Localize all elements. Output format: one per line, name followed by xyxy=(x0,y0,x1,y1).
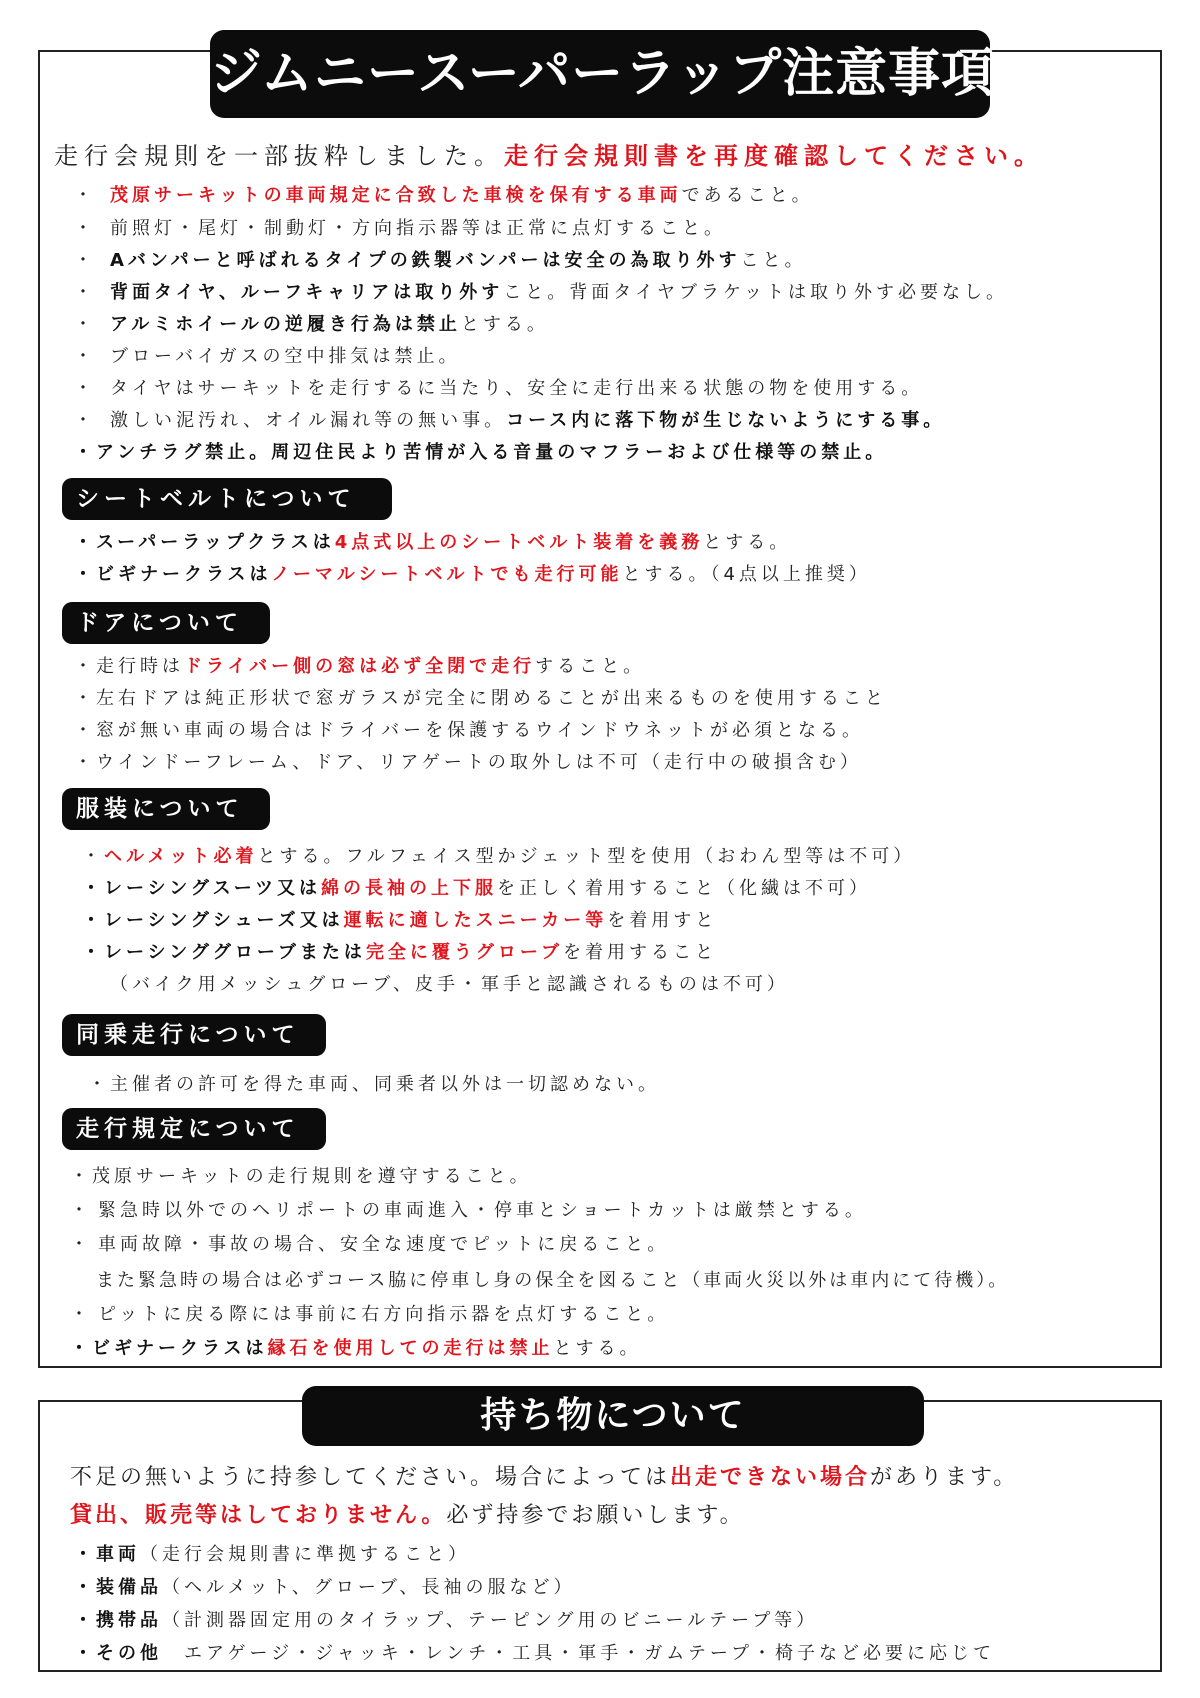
item-text: （計測器固定用のタイラップ、テーピング用のビニールテープ等） xyxy=(162,1610,819,1631)
bullet: ・ xyxy=(74,1643,96,1664)
item-text: とする。（4点以上推奨） xyxy=(622,564,871,585)
item-text: 前照灯・尾灯・制動灯・方向指示器等は正常に点灯すること。 xyxy=(110,218,726,239)
item-text: を正しく着用すること（化繊は不可） xyxy=(497,878,872,899)
highlight-bold: スーパーラップクラスは xyxy=(96,532,335,553)
item-text: ブローバイガスの空中排気は禁止。 xyxy=(110,346,461,367)
item-text: （ヘルメット、グローブ、長袖の服など） xyxy=(162,1577,576,1598)
highlight-bold: 背面タイヤ、ルーフキャリアは取り外す xyxy=(110,282,504,303)
bullet: ・ xyxy=(74,720,96,741)
item-text: 左右ドアは純正形状で窓ガラスが完全に閉めることが出来るものを使用すること xyxy=(96,688,887,709)
item-text: 窓が無い車両の場合はドライバーを保護するウインドウネットが必須となる。 xyxy=(96,720,865,741)
heading-clothing: 服装について xyxy=(62,788,270,830)
highlight-bold: 装備品 xyxy=(96,1577,162,1598)
bullet: ・ xyxy=(74,656,96,677)
items-notice xyxy=(70,1460,1018,1491)
highlight-red: 出走できない場合 xyxy=(670,1465,871,1490)
highlight-bold: アルミホイールの逆履き行為は禁止 xyxy=(110,314,461,335)
items-heading: 持ち物について xyxy=(302,1386,924,1446)
general-item xyxy=(74,438,887,464)
highlight-bold: 携帯品 xyxy=(96,1610,162,1631)
item-text: 激しい泥汚れ、オイル漏れ等の無い事。 xyxy=(110,410,507,431)
highlight-red: ノーマルシートベルトでも走行可能 xyxy=(271,564,623,585)
general-item xyxy=(74,310,549,336)
door-item xyxy=(74,684,887,710)
door-item xyxy=(74,748,862,774)
item-text: 主催者の許可を得た車両、同乗者以外は一切認めない。 xyxy=(110,1074,660,1095)
rules-item xyxy=(70,1334,641,1360)
bullet: ・ xyxy=(74,378,96,399)
item-text: 不足の無いように持参してください。場合によっては xyxy=(70,1465,671,1490)
item-text: こと。背面タイヤブラケットは取り外す必要なし。 xyxy=(503,282,1009,303)
general-item xyxy=(74,342,461,368)
item-text: を着用すること xyxy=(563,942,718,963)
highlight-red: 茂原サーキットの車両規定に合致した車検を保有する車両 xyxy=(110,185,682,206)
general-item xyxy=(74,181,814,207)
highlight-bold: 車両 xyxy=(96,1544,140,1565)
bullet: ・ xyxy=(74,532,96,553)
item-text: こと。 xyxy=(740,250,807,271)
bullet: ・ xyxy=(74,185,96,206)
bullet: ・ xyxy=(74,1577,96,1598)
bullet: ・ xyxy=(74,314,96,335)
bullet: ・ xyxy=(82,910,104,931)
highlight-bold: レーシングスーツ又は xyxy=(104,878,322,899)
highlight-bold: レーシングシューズ又は xyxy=(104,910,344,931)
items-item xyxy=(74,1540,470,1566)
clothing-item xyxy=(82,874,871,900)
intro-plain: 走行会規則を一部抜粋しました。 xyxy=(54,142,504,170)
clothing-item xyxy=(82,906,717,932)
item-text: また緊急時の場合は必ずコース脇に停車し身の保全を図ること（車両火災以外は車内にて待機）。 xyxy=(96,1270,1010,1291)
items-item xyxy=(74,1606,818,1632)
heading-seatbelt: シートベルトについて xyxy=(62,478,392,520)
item-text: であること。 xyxy=(681,185,814,206)
item-text: があります。 xyxy=(870,1465,1019,1490)
items-item xyxy=(74,1639,995,1665)
highlight-bold: ビギナークラスは xyxy=(92,1338,268,1359)
bullet: ・ xyxy=(82,846,104,867)
bullet: ・ xyxy=(74,1544,96,1565)
item-text: 緊急時以外でのヘリポートの車両進入・停車とショートカットは厳禁とする。 xyxy=(98,1200,867,1221)
item-text: タイヤはサーキットを走行するに当たり、安全に走行出来る状態の物を使用する。 xyxy=(110,378,924,399)
seatbelt-item xyxy=(74,528,791,554)
bullet: ・ xyxy=(74,688,96,709)
rules-item xyxy=(70,1162,532,1188)
highlight-red: 運転に適したスニーカー等 xyxy=(343,910,608,931)
bullet: ・ xyxy=(70,1338,92,1359)
bullet: ・ xyxy=(74,564,96,585)
highlight-red: ヘルメット必着 xyxy=(104,846,258,867)
highlight-bold: ビギナークラスは xyxy=(96,564,272,585)
rules-item xyxy=(70,1196,867,1222)
bullet: ・ xyxy=(74,1610,96,1631)
page-title: ジムニースーパーラップ注意事項 xyxy=(210,30,990,118)
passenger-item xyxy=(88,1070,660,1096)
highlight-red: 貸出、販売等はしておりません。 xyxy=(70,1503,447,1528)
bullet: ・ xyxy=(70,1200,92,1221)
bullet: ・ xyxy=(74,442,96,463)
items-notice xyxy=(70,1498,745,1529)
items-item xyxy=(74,1573,576,1599)
item-text: 車両故障・事故の場合、安全な速度でピットに戻ること。 xyxy=(98,1234,670,1255)
highlight-bold: アンチラグ禁止。周辺住民より苦情が入る音量のマフラーおよび仕様等の禁止。 xyxy=(96,442,888,463)
bullet: ・ xyxy=(88,1074,110,1095)
door-item xyxy=(74,716,864,742)
clothing-item xyxy=(82,842,915,868)
general-item xyxy=(74,406,945,432)
item-text: エアゲージ・ジャッキ・レンチ・工具・軍手・ガムテープ・椅子など必要に応じて xyxy=(162,1643,996,1664)
bullet: ・ xyxy=(82,942,104,963)
bullet: ・ xyxy=(74,346,96,367)
highlight-red: 縁石を使用しての走行は禁止 xyxy=(267,1338,554,1359)
item-text: ピットに戻る際には事前に右方向指示器を点灯すること。 xyxy=(98,1304,670,1325)
highlight-bold: コース内に落下物が生じないようにする事。 xyxy=(506,410,946,431)
bullet: ・ xyxy=(74,218,96,239)
item-text: ウインドーフレーム、ドア、リアゲートの取外しは不可（走行中の破損含む） xyxy=(96,752,862,773)
highlight-red: 4点式以上のシートベルト装着を義務 xyxy=(334,532,704,553)
bullet: ・ xyxy=(74,752,96,773)
item-text: （走行会規則書に準拠すること） xyxy=(140,1544,470,1565)
bullet: ・ xyxy=(70,1304,92,1325)
bullet: ・ xyxy=(70,1166,92,1187)
heading-door: ドアについて xyxy=(62,602,270,644)
clothing-note xyxy=(110,970,789,996)
highlight-bold: Aバンパーと呼ばれるタイプの鉄製バンパーは安全の為取り外す xyxy=(110,250,741,271)
item-text: 必ず持参でお願いします。 xyxy=(446,1503,745,1528)
general-item xyxy=(74,278,1008,304)
clothing-item xyxy=(82,938,717,964)
rules-item xyxy=(70,1230,669,1256)
bullet: ・ xyxy=(74,282,96,303)
highlight-bold: レーシンググローブまたは xyxy=(104,942,366,963)
item-text: すること。 xyxy=(535,656,646,677)
item-text: とする。 xyxy=(553,1338,642,1359)
heading-passenger: 同乗走行について xyxy=(62,1014,326,1056)
bullet: ・ xyxy=(74,250,96,271)
general-item xyxy=(74,374,923,400)
door-item xyxy=(74,652,645,678)
bullet: ・ xyxy=(74,410,96,431)
bullet: ・ xyxy=(70,1234,92,1255)
highlight-red: ドライバー側の窓は必ず全閉で走行 xyxy=(184,656,536,677)
item-text: とする。 xyxy=(703,532,792,553)
item-text: を着用すと xyxy=(607,910,718,931)
item-text: とする。 xyxy=(460,314,549,335)
rules-note xyxy=(96,1266,1009,1292)
heading-driving-rules: 走行規定について xyxy=(62,1108,326,1150)
item-text: 茂原サーキットの走行規則を遵守すること。 xyxy=(92,1166,532,1187)
seatbelt-item xyxy=(74,560,871,586)
intro-line xyxy=(54,136,1044,171)
item-text: 走行時は xyxy=(96,656,184,677)
general-item xyxy=(74,214,726,240)
highlight-red: 完全に覆うグローブ xyxy=(365,942,564,963)
highlight-bold: その他 xyxy=(96,1643,162,1664)
highlight-red: 綿の長袖の上下服 xyxy=(321,878,498,899)
general-item xyxy=(74,246,807,272)
bullet: ・ xyxy=(82,878,104,899)
item-text: （バイク用メッシュグローブ、皮手・軍手と認識されるものは不可） xyxy=(110,974,789,995)
rules-item xyxy=(70,1300,669,1326)
item-text: とする。フルフェイス型かジェット型を使用（おわん型等は不可） xyxy=(257,846,916,867)
intro-red: 走行会規則書を再度確認してください。 xyxy=(504,142,1044,170)
